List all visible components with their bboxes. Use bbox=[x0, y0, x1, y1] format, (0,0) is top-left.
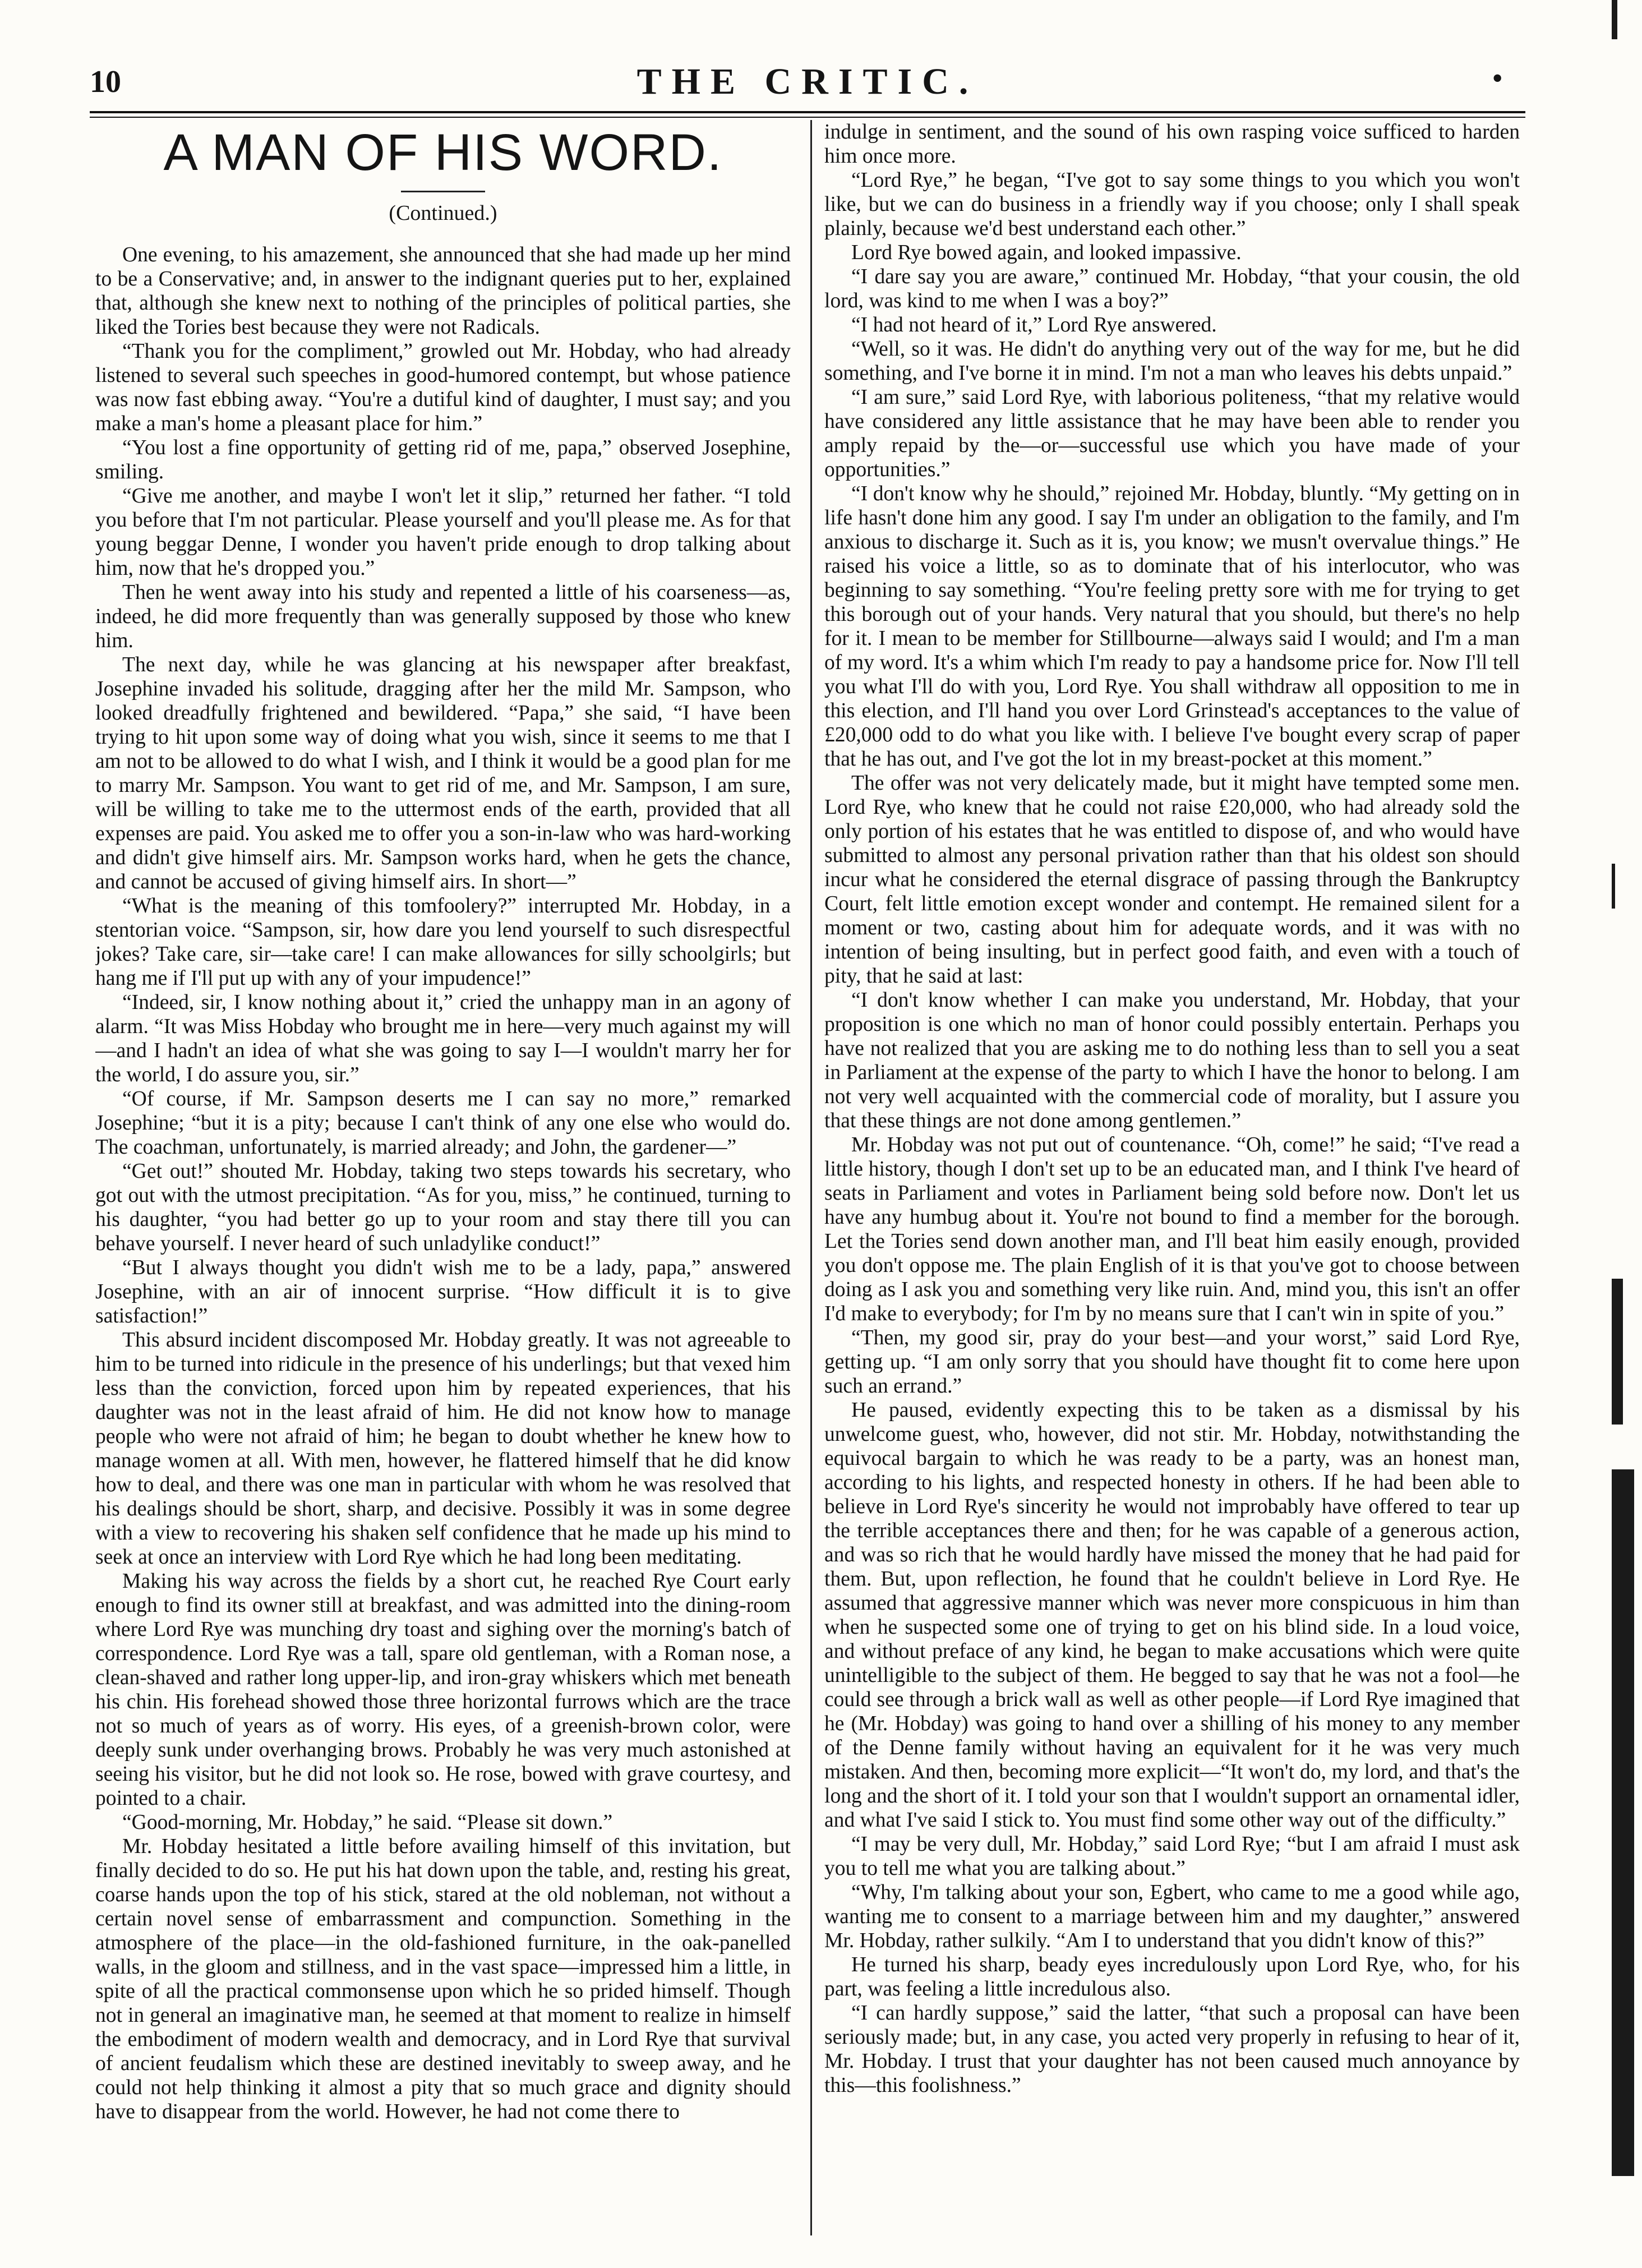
masthead: THE CRITIC. bbox=[636, 61, 979, 102]
paragraph: This absurd incident discomposed Mr. Hobday greatly. It was not agreeable to him to be turned into ridicule in the presence of his underlings; but that vexed him less than the conviction, forced upon him by repeated experiences, that his daughter was not in the least afraid of him. He did not know how to manage people who were not afraid of him; he began to doubt whether he knew how to manage women at all. With men, however, he flattered himself that he did know how to deal, and there was one man in particular with whom he was resolved that his dealings should be short, sharp, and decisive. Possibly it was in some degree with a view to recovering his shaken self confidence that he made up his mind to seek at once an interview with Lord Rye which he had long been meditating. bbox=[95, 1329, 791, 1569]
right-column-text bbox=[824, 120, 1520, 2098]
paragraph: He paused, evidently expecting this to be taken as a dismissal by his unwelcome guest, who, however, did not stir. Mr. Hobday, notwithstanding the equivocal bargain to which he was ready to be a party, was an honest man, according to his lights, and respected honesty in others. If he had been able to believe in Lord Rye's sincerity he would not improbably have offered to tear up the terrible acceptances there and then; for he was capable of a generous action, and was so rich that he would hardly have missed the money that he had paid for them. But, upon reflection, he found that he couldn't believe in Lord Rye. He assumed that aggressive manner which was never more conspicuous in him than when he suspected some one of trying to get on his blind side. In a loud voice, and without preface of any kind, he began to make accusations which were quite unintelligible to the subject of them. He begged to say that he was not a fool—he could see through a brick wall as well as other people—if Lord Rye imagined that he (Mr. Hobday) was going to hand over a shilling of his money to any member of the Denne family without having an equivalent for it he was very much mistaken. And then, becoming more explicit—“It won't do, my lord, and that's the long and the short of it. I told your son that I wouldn't support an ornamental idler, and what I've said I stick to. You must find some other way out of the difficulty.” bbox=[824, 1399, 1520, 1832]
paragraph: “Of course, if Mr. Sampson deserts me I can say no more,” remarked Josephine; “but it is a pity; because I can't think of any one else who would do. The coachman, unfortunately, is married already; and John, the gardener—” bbox=[95, 1087, 791, 1159]
paragraph: The offer was not very delicately made, but it might have tempted some men. Lord Rye, who knew that he could not raise £20,000, who had already sold the only portion of his estates that he was entitled to dispose of, and who would have submitted to almost any personal privation rather than that his oldest son should incur what he considered the eternal disgrace of passing through the Bankruptcy Court, felt little emotion except wonder and contempt. He remained silent for a moment or two, casting about him for adequate words, and it was with no intention of being insulting, but in perfect good faith, and even with a touch of pity, that he said at last: bbox=[824, 772, 1520, 988]
left-column bbox=[95, 120, 791, 2235]
paragraph: He turned his sharp, beady eyes incredulously upon Lord Rye, who, for his part, was feeling a little incredulous also. bbox=[824, 1953, 1520, 2000]
page-edge-shadow bbox=[1593, 0, 1642, 2268]
paragraph: “Then, my good sir, pray do your best—and your worst,” said Lord Rye, getting up. “I am only sorry that you should have thought fit to come here upon such an errand.” bbox=[824, 1326, 1520, 1398]
paragraph: “I dare say you are aware,” continued Mr. Hobday, “that your cousin, the old lord, was kind to me when I was a boy?” bbox=[824, 265, 1520, 312]
paragraph: “Well, so it was. He didn't do anything very out of the way for me, but he did something, and I've borne it in mind. I'm not a man who leaves his debts unpaid.” bbox=[824, 338, 1520, 385]
paragraph: “But I always thought you didn't wish me to be a lady, papa,” answered Josephine, with an air of innocent surprise. “How difficult it is to give satisfaction!” bbox=[95, 1256, 791, 1327]
article-subtitle: (Continued.) bbox=[389, 201, 497, 225]
paragraph: “I am sure,” said Lord Rye, with laborious politeness, “that my relative would have considered any little assistance that he may have been able to render you amply repaid by the—or—successful use which you have made of your opportunities.” bbox=[824, 386, 1520, 481]
paragraph: “I can hardly suppose,” said the latter, “that such a proposal can have been seriously made; but, in any case, you acted very properly in refusing to hear of it, Mr. Hobday. I trust that your daughter has not been caused much annoyance by this—this foolishness.” bbox=[824, 2002, 1520, 2097]
paragraph: Mr. Hobday was not put out of countenance. “Oh, come!” he said; “I've read a little history, though I don't set up to be an educated man, and I think I've heard of seats in Parliament and votes in Parliament being sold before now. Don't let us have any humbug about it. You're not bound to find a member for the borough. Let the Tories send down another man, and I'll beat him easily enough, provided you don't oppose me. The plain English of it is that you've got to choose between doing as I ask you and something very like ruin. And, mind you, this isn't an offer I'd make to everybody; for I'm by no means sure that I can't win in spite of you.” bbox=[824, 1133, 1520, 1325]
paragraph: The next day, while he was glancing at his newspaper after breakfast, Josephine invaded his solitude, dragging after her the mild Mr. Sampson, who looked dreadfully frightened and bewildered. “Papa,” she said, “I have been trying to hit upon some way of doing what you wish, since it seems to me that I am not to be allowed to do what I wish, and I think it would be a good plan for me to marry Mr. Sampson. You want to get rid of me, and Mr. Sampson, I am sure, will be willing to take me to the uttermost ends of the earth, provided that all expenses are paid. You asked me to offer you a son-in-law who was hard-working and didn't give himself airs. Mr. Sampson works hard, when he gets the chance, and cannot be accused of giving himself airs. In short—” bbox=[95, 653, 791, 893]
paragraph: Then he went away into his study and repented a little of his coarseness—as, indeed, he did more frequently than was generally supposed by those who knew him. bbox=[95, 581, 791, 652]
paragraph: “You lost a fine opportunity of getting rid of me, papa,” observed Josephine, smiling. bbox=[95, 436, 791, 483]
paragraph: “I may be very dull, Mr. Hobday,” said Lord Rye; “but I am afraid I must ask you to tell me what you are talking about.” bbox=[824, 1833, 1520, 1880]
page-header bbox=[90, 61, 1525, 111]
paragraph: “I had not heard of it,” Lord Rye answered. bbox=[851, 314, 1217, 336]
header-ornament: • bbox=[1492, 61, 1503, 96]
column-divider bbox=[810, 120, 812, 2235]
left-column-text bbox=[95, 243, 791, 2124]
paragraph: “Why, I'm talking about your son, Egbert, who came to me a good while ago, wanting me to consent to a marriage between him and my daughter,” answered Mr. Hobday, rather sulkily. “Am I to understand that you didn't know of this?” bbox=[824, 1881, 1520, 1952]
paragraph: “What is the meaning of this tomfoolery?” interrupted Mr. Hobday, in a stentorian voice. “Sampson, sir, how dare you lend yourself to such disrespectful jokes? Take care, sir—take care! I can make allowances for silly schoolgirls; but hang me if I'll put up with any of your impudence!” bbox=[95, 895, 791, 990]
paragraph: One evening, to his amazement, she announced that she had made up her mind to be a Conservative; and, in answer to the indignant queries put to her, explained that, although she knew next to nothing of the principles of political parties, she liked the Tories best because they were not Radicals. bbox=[95, 243, 791, 339]
paragraph: “Give me another, and maybe I won't let it slip,” returned her father. “I told you before that I'm not particular. Please yourself and you'll please me. As for that young beggar Denne, I wonder you haven't pride enough to drop talking about him, now that he's dropped you.” bbox=[95, 485, 791, 580]
paragraph: indulge in sentiment, and the sound of his own rasping voice sufficed to harden him once more. bbox=[824, 121, 1520, 168]
paragraph: “I don't know why he should,” rejoined Mr. Hobday, bluntly. “My getting on in life hasn't done him any good. I say I'm under an obligation to the family, and I'm anxious to discharge it. Such as it is, you know; we musn't overvalue things.” He raised his voice a little, so as to dominate that of his interlocutor, who was beginning to say something. “You're feeling pretty sore with me for trying to get this borough out of your hands. Very natural that you should, but there's no help for it. I mean to be member for Stillbourne—always said I would; and I'm a man of my word. It's a whim which I'm ready to pay a handsome price for. Now I'll tell you what I'll do with you, Lord Rye. You shall withdraw all opposition to me in this election, and I'll hand you over Lord Grinstead's acceptances to the value of £20,000 odd to do what you like with. I believe I've bought every scrap of paper that he has out, and I've got the lot in my breast-pocket at this moment.” bbox=[824, 482, 1520, 771]
paragraph: Mr. Hobday hesitated a little before availing himself of this invitation, but finally decided to do so. He put his hat down upon the table, and, resting his great, coarse hands upon the top of his stick, stared at the old nobleman, not without a certain novel sense of embarrassment and compunction. Something in the atmosphere of the place—in the old-fashioned furniture, in the oak-panelled walls, in the gloom and stillness, and in the vast space—impressed him a little, in spite of all the practical commonsense upon which he so prided himself. Though not in general an imaginative man, he seemed at that moment to realize in himself the embodiment of modern wealth and democracy, and in Lord Rye that survival of ancient feudalism which these are destined inevitably to sweep away, and he could not help thinking it almost a pity that so much grace and dignity should have to disappear from the world. However, he had not come there to bbox=[95, 1835, 791, 2123]
header-rule bbox=[90, 111, 1525, 118]
right-column bbox=[824, 120, 1520, 2235]
paragraph: “Good-morning, Mr. Hobday,” he said. “Please sit down.” bbox=[122, 1811, 613, 1834]
paragraph: “Thank you for the compliment,” growled out Mr. Hobday, who had already listened to several such speeches in good-humored contempt, but whose patience was now fast ebbing away. “You're a dutiful kind of daughter, I must say; and you make a man's home a pleasant place for him.” bbox=[95, 340, 791, 435]
page-number: 10 bbox=[90, 64, 121, 99]
paragraph: Making his way across the fields by a short cut, he reached Rye Court early enough to find its owner still at breakfast, and was admitted into the dining-room where Lord Rye was munching dry toast and sighing over the morning's batch of correspondence. Lord Rye was a tall, spare old gentleman, with a Roman nose, a clean-shaved and rather long upper-lip, and iron-gray whiskers which met beneath his chin. His forehead showed those three horizontal furrows which are the trace not so much of years as of worry. His eyes, of a greenish-brown color, were deeply sunk under overhanging brows. Probably he was very much astonished at seeing his visitor, but he did not look so. He rose, bowed with grave courtesy, and pointed to a chair. bbox=[95, 1570, 791, 1810]
title-rule bbox=[401, 191, 485, 192]
article-title: A MAN OF HIS WORD. bbox=[163, 124, 723, 181]
paragraph: “I don't know whether I can make you understand, Mr. Hobday, that your proposition is one which no man of honor could possibly entertain. Perhaps you have not realized that you are asking me to do nothing less than to sell you a seat in Parliament at the expense of the party to which I have the honor to belong. I am not very well acquainted with the commercial code of morality, but I assure you that these things are not done among gentlemen.” bbox=[824, 989, 1520, 1132]
paragraph: “Lord Rye,” he began, “I've got to say some things to you which you won't like, but we can do business in a friendly way if you choose; only I shall speak plainly, because we'd best understand each other.” bbox=[824, 169, 1520, 240]
paragraph: Lord Rye bowed again, and looked impassive. bbox=[851, 241, 1242, 264]
paragraph: “Get out!” shouted Mr. Hobday, taking two steps towards his secretary, who got out with the utmost precipitation. “As for you, miss,” he continued, turning to his daughter, “you had better go up to your room and stay there till you can behave yourself. I never heard of such unladylike conduct!” bbox=[95, 1160, 791, 1255]
paragraph: “Indeed, sir, I know nothing about it,” cried the unhappy man in an agony of alarm. “It was Miss Hobday who brought me in here—very much against my will—and I hadn't an idea of what she was going to say I—I wouldn't marry her for the world, I do assure you, sir.” bbox=[95, 991, 791, 1086]
